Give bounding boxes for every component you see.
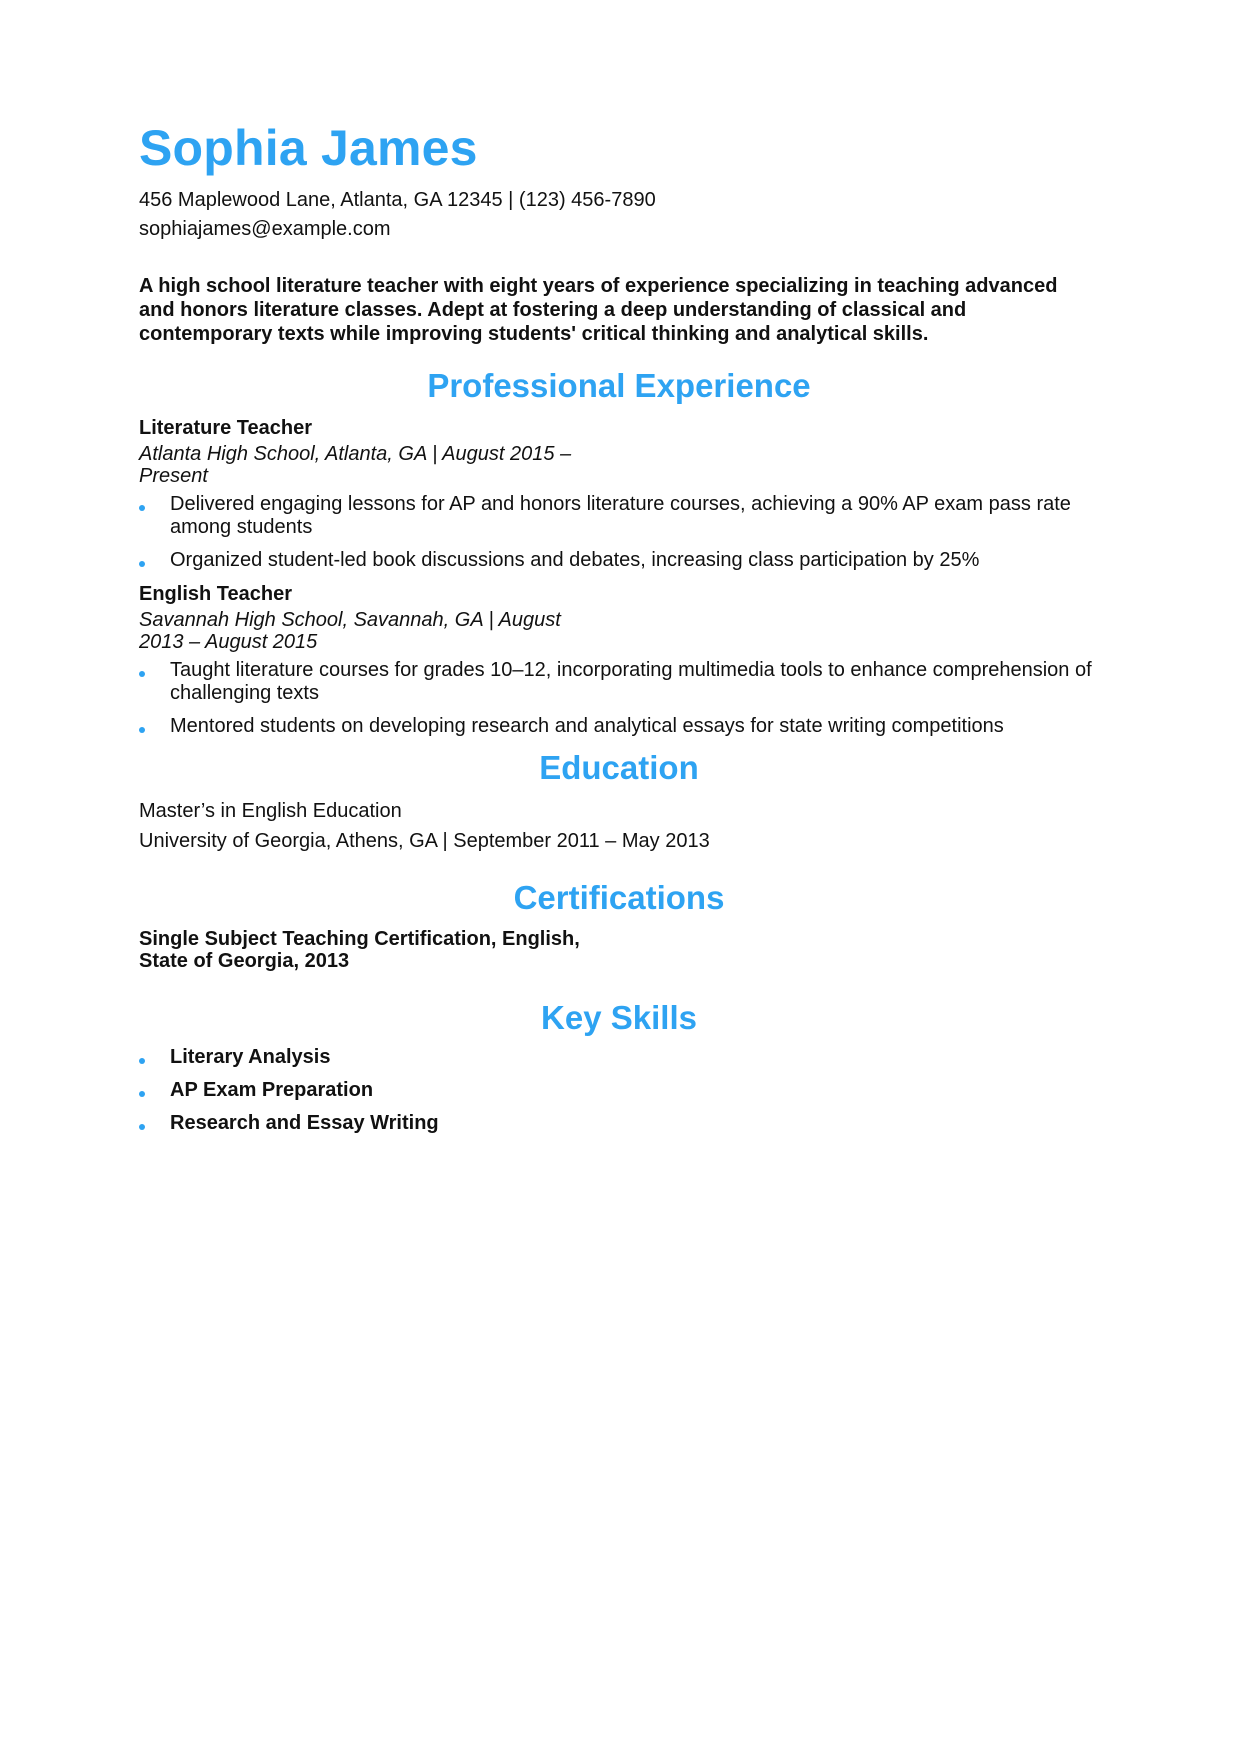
bullet-dot-icon: [139, 727, 145, 733]
list-item: [139, 1046, 1100, 1069]
email: sophiajames@example.com: [139, 218, 391, 240]
bullet-dot-icon: [139, 1091, 145, 1097]
job-meta: Savannah High School, Savannah, GA | August 2013 – August 2015: [139, 609, 561, 653]
education-entry: [139, 796, 1099, 856]
job-bullets: [139, 659, 1099, 738]
list-item: [139, 549, 1100, 572]
skill-text: Research and Essay Writing: [170, 1112, 439, 1134]
skills-list: [139, 1046, 1099, 1135]
bullet-text: Delivered engaging lessons for AP and honors literature courses, achieving a 90% AP exam pass rate among students: [170, 493, 1071, 538]
bullet-dot-icon: [139, 505, 145, 511]
section-title-experience: Professional Experience: [427, 367, 811, 404]
degree: Master’s in English Education: [139, 800, 402, 822]
list-item: [139, 715, 1100, 738]
job-title: English Teacher: [139, 583, 293, 605]
professional-summary: A high school literature teacher with eight years of experience specializing in teaching advanced and honors literature classes. Adept at fostering a deep understanding of classical and contemporary texts while improving students' critical thinking and analytical skills.: [139, 275, 1058, 345]
bullet-text: Organized student-led book discussions and debates, increasing class participation by 25%: [170, 549, 980, 571]
bullet-text: Mentored students on developing research and analytical essays for state writing competitions: [170, 715, 1004, 737]
list-item: [139, 1079, 1100, 1102]
candidate-name: Sophia James: [139, 120, 478, 176]
job-entry: [139, 416, 1099, 572]
bullet-dot-icon: [139, 1058, 145, 1064]
resume-page: [139, 118, 1099, 1145]
bullet-dot-icon: [139, 1124, 145, 1130]
list-item: [139, 659, 1100, 705]
school-dates: University of Georgia, Athens, GA | September 2011 – May 2013: [139, 830, 710, 852]
list-item: [139, 1112, 1100, 1135]
bullet-dot-icon: [139, 561, 145, 567]
bullet-text: Taught literature courses for grades 10–12, incorporating multimedia tools to enhance comprehension of challenging texts: [170, 659, 1092, 704]
list-item: [139, 493, 1100, 539]
job-entry: [139, 582, 1099, 738]
skill-text: AP Exam Preparation: [170, 1079, 374, 1101]
section-title-certifications: Certifications: [513, 879, 725, 916]
section-title-skills: Key Skills: [541, 999, 697, 1036]
address-phone: 456 Maplewood Lane, Atlanta, GA 12345 | (123) 456-7890: [139, 189, 656, 211]
skill-text: Literary Analysis: [170, 1046, 331, 1068]
job-title: Literature Teacher: [139, 417, 313, 439]
job-bullets: [139, 493, 1099, 572]
section-title-education: Education: [539, 749, 699, 786]
job-meta: Atlanta High School, Atlanta, GA | August 2015 – Present: [139, 443, 572, 487]
bullet-dot-icon: [139, 671, 145, 677]
certification-item: Single Subject Teaching Certification, English, State of Georgia, 2013: [139, 928, 580, 972]
